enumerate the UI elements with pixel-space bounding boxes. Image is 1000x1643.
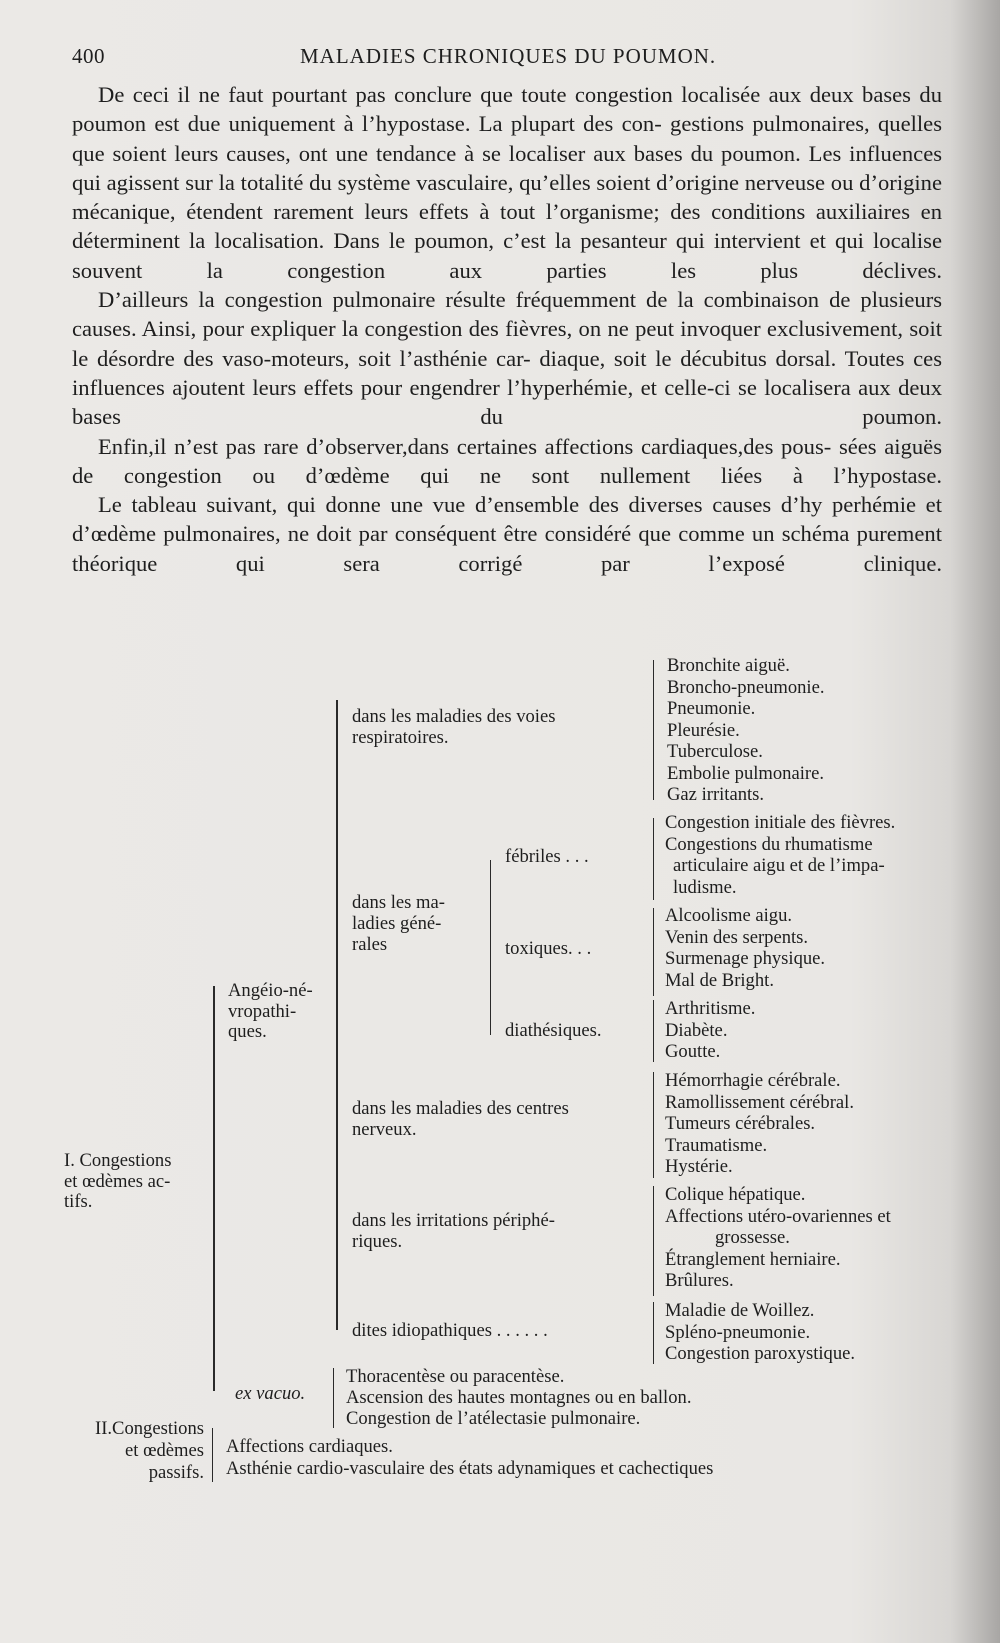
line: D’ailleurs la congestion pulmonaire résulte fréquemment de la combinaison: [98, 287, 820, 313]
general-label-line: rales: [352, 934, 388, 955]
list-item: Traumatisme.: [665, 1134, 768, 1156]
list-item: Spléno-pneumonie.: [665, 1321, 811, 1343]
list-item: Étranglement herniaire.: [665, 1248, 841, 1270]
page-number: 400: [72, 44, 105, 68]
category-label-line: passifs.: [148, 1462, 204, 1483]
line: comme un schéma purement théorique qui sera corrigé par l’exposé clinique.: [72, 521, 942, 576]
brace-toxiques: [653, 908, 654, 996]
category-label-line: II.Congestions: [95, 1418, 204, 1439]
line: déterminent la localisation. Dans le poumon, c’est la pesanteur qui intervient: [72, 228, 801, 254]
category-label-line: et œdèmes ac-: [64, 1170, 171, 1192]
list-item: Goutte.: [665, 1041, 721, 1062]
list-item: Surmenage physique.: [665, 948, 826, 969]
list-item: Bronchite aiguë.: [667, 655, 790, 676]
line: engendrer l’hyperhémie, et celle-ci se localisera aux deux bases du poumon.: [72, 374, 942, 430]
line: invoquer exclusivement, soit le désordre des vaso-moteurs, soit l’asthénie car-: [72, 316, 943, 371]
line: de plusieurs causes. Ainsi, pour expliquer la congestion des fièvres, on ne peut: [72, 287, 943, 342]
category-label-line: I. Congestions: [64, 1150, 172, 1171]
brace-resp: [653, 660, 654, 800]
diathesiques-label: diathésiques.: [505, 1020, 602, 1041]
line: système vasculaire, qu’elles soient d’origine nerveuse ou d’origine mécanique,: [72, 169, 942, 225]
general-label-line: dans les ma-: [352, 892, 445, 913]
nervous-label-line: dans les maladies des centres: [352, 1098, 569, 1119]
list-item: Ascension des hautes montagnes ou en ballon.: [346, 1387, 692, 1408]
list-item: Arthritisme.: [665, 998, 756, 1019]
list-item: Gaz irritants.: [667, 784, 765, 805]
paragraph: [72, 80, 942, 285]
peripheral-items: [665, 1184, 891, 1292]
peripheral-label-line: dans les irritations périphé-: [352, 1210, 555, 1231]
list-item: Tumeurs cérébrales.: [665, 1113, 816, 1134]
brace-febriles: [653, 818, 654, 900]
list-item: Maladie de Woillez.: [665, 1300, 815, 1321]
nervous-label: [352, 1100, 569, 1139]
list-item: Thoracentèse ou paracentèse.: [346, 1366, 565, 1387]
running-head: MALADIES CHRONIQUES DU POUMON.: [300, 44, 717, 68]
list-item: Ramollissement cérébral.: [665, 1091, 854, 1113]
list-item: Congestions du rhumatisme: [665, 833, 873, 855]
brace-active: [213, 986, 215, 1391]
general-label: [352, 892, 445, 955]
peripheral-label-line: riques.: [352, 1230, 403, 1252]
idiopathic-label: dites idiopathiques . . . . . .: [352, 1320, 548, 1341]
passive-items: [226, 1436, 713, 1480]
resp-items: [667, 655, 825, 806]
resp-label-line: dans les maladies des voies: [352, 706, 556, 727]
paragraph: [72, 432, 942, 491]
line: Le tableau suivant, qui donne une vue d’ensemble des diverses causes d’hy: [98, 492, 823, 518]
list-item: Tuberculose.: [667, 741, 763, 762]
line: deux bases du poumon est due uniquement à l’hypostase. La plupart des con-: [72, 82, 942, 137]
nervous-label-line: nerveux.: [352, 1118, 417, 1140]
line: De ceci il ne faut pourtant pas conclure que toute congestion localisée aux: [98, 82, 802, 107]
line: et qui localise souvent la congestion aux parties les plus déclives.: [72, 228, 943, 283]
list-item: Congestion initiale des fièvres.: [665, 812, 896, 833]
body-text: [72, 80, 942, 578]
line: perhémie et d’œdème pulmonaires, ne doit par conséquent être considéré que: [72, 492, 942, 547]
brace-idiopathic: [653, 1302, 654, 1364]
list-item: Hémorrhagie cérébrale.: [665, 1070, 841, 1091]
line: étendent rarement leurs effets à tout l’organisme; des conditions auxiliaires en: [186, 199, 942, 225]
list-item: Affections cardiaques.: [226, 1436, 393, 1457]
list-item: Alcoolisme aigu.: [665, 905, 793, 926]
line: Enfin,il n’est pas rare d’observer,dans certaines affections cardiaques,des pous-: [98, 433, 832, 459]
peripheral-label: [352, 1212, 555, 1251]
line: gestions pulmonaires, quelles que soient leurs causes, ont une tendance à se: [72, 111, 942, 166]
angio-label-line: vropathi-: [228, 1000, 297, 1022]
angio-label: [228, 982, 313, 1042]
brace-ex-vacuo: [333, 1368, 334, 1428]
list-item: Mal de Bright.: [665, 969, 774, 991]
list-item: articulaire aigu et de l’impa-: [673, 855, 885, 876]
brace-general: [490, 860, 491, 1035]
idiopathic-items: [665, 1300, 855, 1365]
list-item: Pneumonie.: [667, 698, 756, 719]
brace-peripheral: [653, 1186, 654, 1296]
ex-vacuo-items: [346, 1366, 691, 1429]
list-item: Asthénie cardio-vasculaire des états adynamiques et cachectiques: [226, 1458, 714, 1479]
brace-angio: [336, 700, 338, 1330]
list-item: grossesse.: [715, 1227, 790, 1248]
list-item: Embolie pulmonaire.: [667, 762, 824, 784]
line: diaque, soit le décubitus dorsal. Toutes ces influences ajoutent leurs effets pour: [72, 345, 942, 400]
angio-label-line: Angéio-né-: [228, 980, 313, 1001]
category-label-line: tifs.: [64, 1191, 93, 1213]
line: localiser aux bases du poumon. Les influences qui agissent sur la totalité du: [72, 140, 943, 195]
paragraph: [72, 285, 942, 431]
febriles-items: [665, 812, 895, 898]
category-label-line: et œdèmes: [125, 1440, 204, 1461]
febriles-label: fébriles . . .: [505, 846, 589, 867]
toxiques-items: [665, 905, 825, 991]
list-item: Venin des serpents.: [665, 926, 809, 948]
list-item: Broncho-pneumonie.: [667, 676, 825, 698]
nervous-items: [665, 1070, 854, 1178]
resp-label-line: respiratoires.: [352, 726, 449, 748]
category-active: [64, 1152, 171, 1212]
list-item: Affections utéro-ovariennes et: [665, 1205, 891, 1227]
paragraph: [72, 490, 942, 578]
list-item: Brûlures.: [665, 1270, 734, 1291]
toxiques-label: toxiques. . .: [505, 938, 592, 959]
list-item: Hystérie.: [665, 1156, 733, 1177]
brace-diathesiques: [653, 1000, 654, 1062]
line: sées aiguës de congestion ou d’œdème qui ne sont nullement liées à l’hypostase.: [72, 433, 942, 488]
list-item: Congestion de l’atélectasie pulmonaire.: [346, 1408, 641, 1429]
angio-label-line: ques.: [228, 1021, 267, 1043]
brace-passive: [212, 1428, 213, 1482]
general-label-line: ladies géné-: [352, 913, 442, 934]
list-item: Congestion paroxystique.: [665, 1343, 856, 1364]
list-item: Pleurésie.: [667, 719, 740, 741]
brace-nervous: [653, 1072, 654, 1178]
category-passive: [64, 1418, 204, 1484]
list-item: Colique hépatique.: [665, 1184, 806, 1205]
ex-vacuo-label: ex vacuo.: [235, 1383, 306, 1404]
resp-label: [352, 708, 555, 747]
list-item: Diabète.: [665, 1019, 728, 1041]
diathesiques-items: [665, 998, 755, 1063]
list-item: ludisme.: [673, 876, 737, 898]
